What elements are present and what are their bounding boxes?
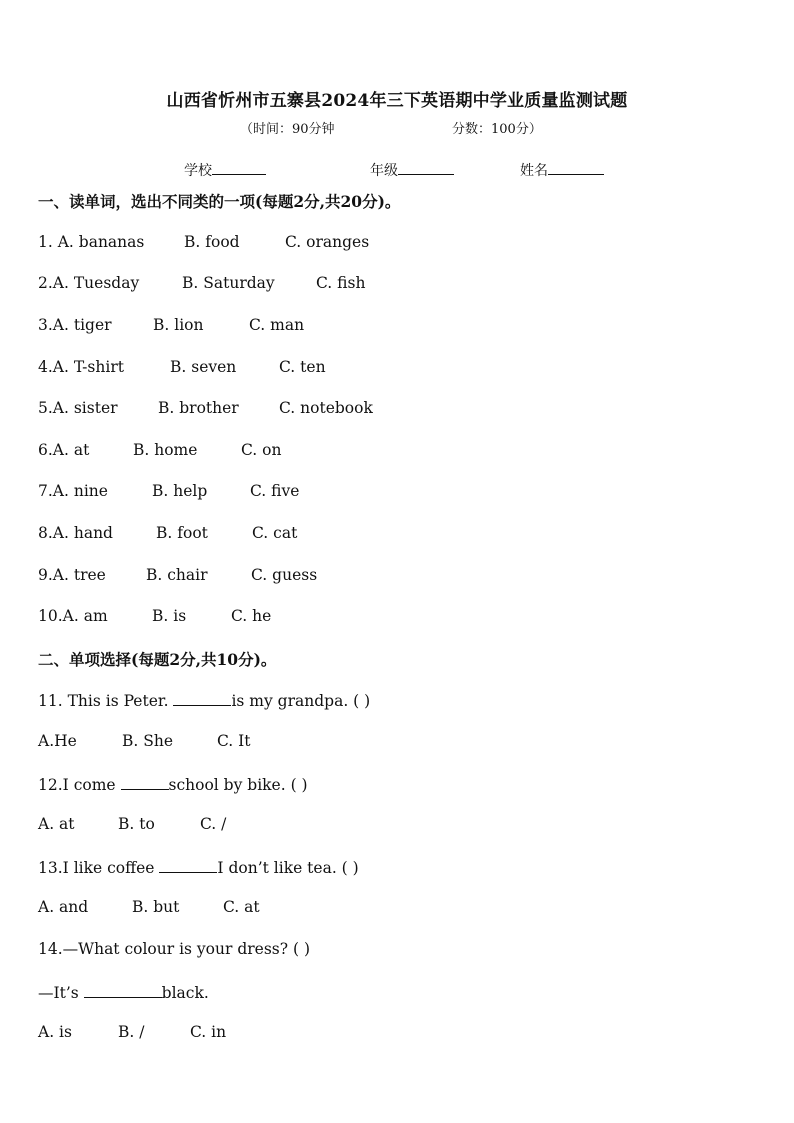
score-note: 分数：100分） (452, 122, 542, 137)
q3-option-c: C. man (249, 316, 305, 334)
school-blank[interactable] (212, 160, 266, 175)
question-number: 2. (38, 274, 53, 292)
q4-option-c: C. ten (279, 358, 326, 376)
question-5 (38, 399, 118, 417)
question-stem-end: school by bike. ( ) (168, 776, 308, 794)
question-4 (38, 358, 124, 376)
answer-blank[interactable] (173, 690, 231, 706)
q3-option-b: B. lion (153, 316, 204, 334)
question-1 (38, 233, 144, 251)
name-field (520, 160, 604, 180)
q7-option-c: C. five (250, 482, 300, 500)
q4-option-b: B. seven (170, 358, 237, 376)
question-number: 8. (38, 524, 53, 542)
q1-option-c: C. oranges (285, 233, 370, 251)
option-a: A. hand (52, 524, 113, 542)
name-label: 姓名 (520, 163, 548, 179)
q7-option-b: B. help (152, 482, 208, 500)
q9-option-b: B. chair (146, 566, 208, 584)
q5-option-c: C. notebook (279, 399, 373, 417)
school-label: 学校 (184, 163, 212, 179)
q14-option-b: B. / (118, 1023, 145, 1041)
q13-option-a: A. and (38, 898, 89, 916)
question-stem-start: 13.I like coffee (38, 859, 160, 877)
q1-option-b: B. food (184, 233, 240, 251)
q10-option-b: B. is (152, 607, 187, 625)
q13-option-c: C. at (223, 898, 260, 916)
q10-option-c: C. he (231, 607, 272, 625)
section-1-heading: 一、读单词，选出不同类的一项(每题2分,共20分)。 (38, 192, 401, 211)
question-number: 4. (38, 358, 53, 376)
q13-option-b: B. but (132, 898, 180, 916)
question-number: 6. (38, 441, 53, 459)
grade-field (370, 160, 454, 180)
question-number: 1. (38, 233, 53, 251)
option-a: A. T-shirt (52, 358, 124, 376)
question-stem-start: 12.I come (38, 776, 121, 794)
question-14-response (38, 982, 209, 1002)
q6-option-c: C. on (241, 441, 282, 459)
option-a: A. tiger (52, 316, 112, 334)
question-number: 10. (38, 607, 63, 625)
q6-option-b: B. home (133, 441, 198, 459)
question-stem-end: black. (161, 984, 209, 1002)
q5-option-b: B. brother (158, 399, 239, 417)
q9-option-c: C. guess (251, 566, 318, 584)
option-a: A. nine (52, 482, 108, 500)
section-2-heading: 二、单项选择(每题2分,共10分)。 (38, 650, 277, 669)
option-a: A. bananas (57, 233, 145, 251)
question-stem-start: —It’s (38, 984, 84, 1002)
question-7 (38, 482, 108, 500)
question-stem-start: 11. This is Peter. (38, 692, 174, 710)
answer-blank[interactable] (159, 857, 217, 873)
grade-label: 年级 (370, 163, 398, 179)
q12-option-c: C. / (200, 815, 227, 833)
question-8 (38, 524, 113, 542)
q12-option-b: B. to (118, 815, 155, 833)
page-title: 山西省忻州市五寨县2024年三下英语期中学业质量监测试题 (166, 91, 628, 111)
question-6 (38, 441, 89, 459)
question-stem-end: is my grandpa. ( ) (231, 692, 371, 710)
q11-option-b: B. She (122, 732, 174, 750)
grade-blank[interactable] (398, 160, 454, 175)
question-14: 14.—What colour is your dress? ( ) (38, 940, 310, 958)
q8-option-c: C. cat (252, 524, 298, 542)
q2-option-c: C. fish (316, 274, 366, 292)
option-a: A. tree (52, 566, 106, 584)
answer-blank[interactable] (121, 774, 169, 790)
q14-option-c: C. in (190, 1023, 227, 1041)
question-3 (38, 316, 112, 334)
question-number: 7. (38, 482, 53, 500)
school-field (184, 160, 266, 180)
answer-blank[interactable] (84, 982, 162, 998)
question-11 (38, 690, 370, 710)
option-a: A. sister (52, 399, 118, 417)
question-12 (38, 774, 308, 794)
question-2 (38, 274, 139, 292)
question-13 (38, 857, 359, 877)
question-stem-end: I don’t like tea. ( ) (217, 859, 359, 877)
question-9 (38, 566, 106, 584)
name-blank[interactable] (548, 160, 604, 175)
q14-option-a: A. is (38, 1023, 72, 1041)
q12-option-a: A. at (38, 815, 75, 833)
q11-option-c: C. It (217, 732, 251, 750)
question-number: 9. (38, 566, 53, 584)
option-a: A. Tuesday (52, 274, 140, 292)
question-number: 3. (38, 316, 53, 334)
q2-option-b: B. Saturday (182, 274, 275, 292)
option-a: A. am (62, 607, 108, 625)
time-note: （时间：90分钟 (240, 122, 335, 137)
question-number: 5. (38, 399, 53, 417)
q11-option-a: A.He (38, 732, 77, 750)
q8-option-b: B. foot (156, 524, 208, 542)
question-10 (38, 607, 108, 625)
option-a: A. at (52, 441, 90, 459)
